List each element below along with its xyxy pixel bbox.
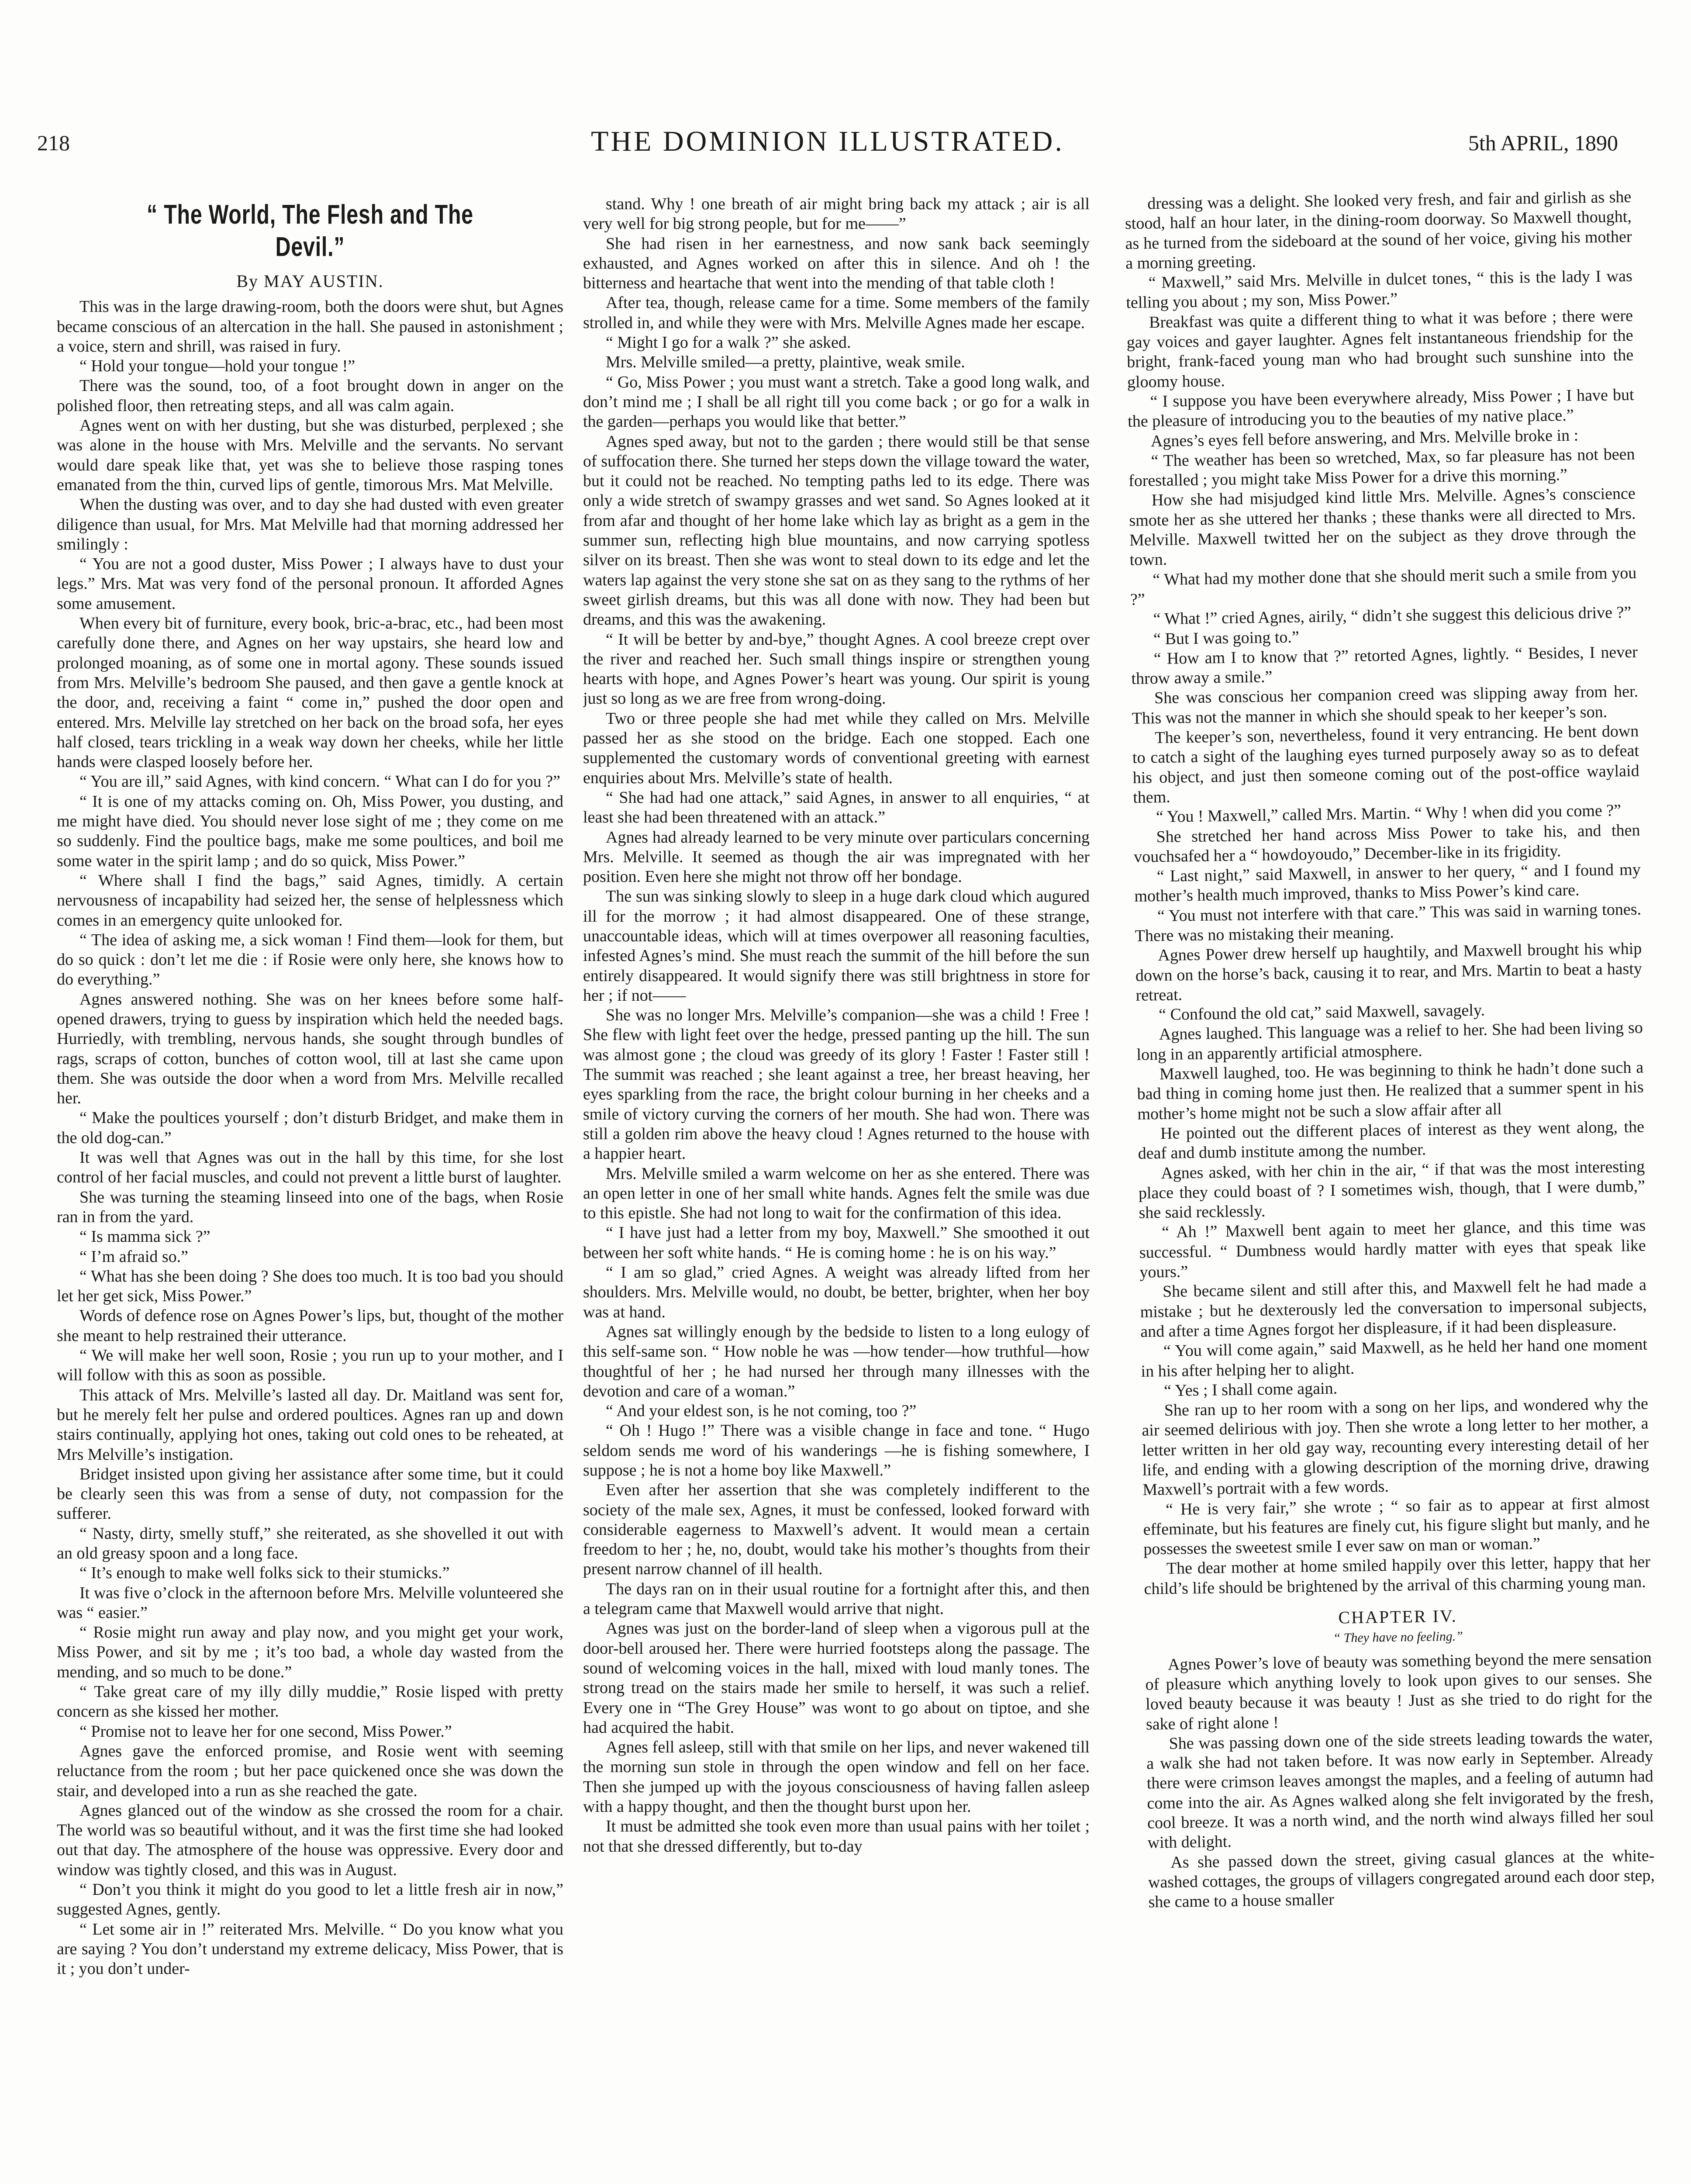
paragraph: Agnes Power’s love of beauty was something beyond the mere sensation of pleasure which anything lovely to look upon gives to our senses. She loved beauty because it was beauty ! Just as she tried to do right for the sake of right alone !	[1145, 1648, 1653, 1734]
paragraph: Maxwell laughed, too. He was beginning to think he hadn’t done such a bad thing in coming home just then. He realized that a summer spent in his mother’s home might not be such a slow affair after all	[1137, 1058, 1644, 1123]
paragraph: She ran up to her room with a song on her lips, and wondered why the air seemed delirious with joy. Then she wrote a long letter to her mother, a letter written in her old gay way, recounting every interesting detail of her life, and ending with a glowing description of the morning drive, drawing Maxwell’s portrait with a few words.	[1142, 1394, 1649, 1500]
paragraph: stand. Why ! one breath of air might bring back my attack ; air is all very well for big strong people, but for me——”	[583, 195, 1090, 233]
paragraph: Agnes had already learned to be very minute over particulars concerning Mrs. Melville. It seemed as though the air was impregnated with her position. Even here she might not throw off her bondage.	[583, 828, 1090, 886]
paragraph: She had risen in her earnestness, and now sank back seemingly exhausted, and Agnes worked on after this in silence. And oh ! the bitterness and heartache that went into the mending of that table cloth !	[583, 234, 1090, 293]
page-header	[37, 113, 1618, 165]
paragraph: Words of defence rose on Agnes Power’s lips, but, thought of the mother she meant to help restrained their utterance.	[57, 1306, 563, 1345]
paragraph: Agnes laughed. This language was a relief to her. She had been living so long in an apparently artificial atmosphere.	[1136, 1019, 1643, 1064]
paragraph: The days ran on in their usual routine for a fortnight after this, and then a telegram came that Maxwell would arrive that night.	[583, 1579, 1090, 1618]
paragraph: It was well that Agnes was out in the hall by this time, for she lost control of her facial muscles, and could not prevent a little burst of laughter.	[57, 1148, 563, 1187]
paragraph: “ Rosie might run away and play now, and you might get your work, Miss Power, and sit by me ; it’s too bad, a whole day wasted from the mending, and so much to be done.”	[57, 1623, 563, 1681]
issue-date: 5th APRIL, 1890	[1468, 131, 1618, 155]
paragraph: dressing was a delight. She looked very fresh, and fair and girlish as she stood, half an hour later, in the dining-room doorway. So Maxwell thought, as he turned from the sideboard at the sound of her voice, giving his mother a morning greeting.	[1125, 187, 1632, 273]
paragraph: “ I am so glad,” cried Agnes. A weight was already lifted from her shoulders. Mrs. Melville would, no doubt, be better, brighter, when her boy was at hand.	[583, 1263, 1090, 1321]
paragraph: Agnes’s eyes fell before answering, and Mrs. Melville broke in :	[1150, 426, 1579, 450]
article-title: “ The World, The Flesh and The Devil.”	[147, 200, 473, 262]
paragraph: Agnes sat willingly enough by the bedside to listen to a long eulogy of this self-same son. “ How noble he was —how tender—how truthful—how thoughtful of her ; he had nursed her through many illnesses with the devotion and care of a woman.”	[583, 1322, 1090, 1400]
paragraph: Agnes was just on the border-land of sleep when a vigorous pull at the door-bell aroused her. There were hurried footsteps along the passage. The sound of welcoming voices in the hall, mixed with loud manly tones. The strong tread on the stairs made her smile to herself, it was such a relief. Every one in “The Grey House” was wont to go about on tiptoe, and she had acquired the habit.	[583, 1619, 1090, 1737]
paragraph: Agnes sped away, but not to the garden ; there would still be that sense of suffocation there. She turned her steps down the village toward the water, but it could not be reached. No tempting paths led to its edge. There was only a wide stretch of swampy grasses and wet sand. So Agnes looked at it from afar and thought of her home lake which lay as bright as a gem in the summer sun, reflecting high blue mountains, and now carrying spotless silver on its breast. Then she was wont to steal down to its edge and let the waters lap against the very stone she sat on as they sang to the rythms of her sweet girlish dreams, but this was all done with now. They had been but dreams, and this was the awakening.	[583, 432, 1090, 629]
paragraph: “ The idea of asking me, a sick woman ! Find them—look for them, but do so quick : don’t let me die : if Rosie were only here, she knows how to do everything.”	[57, 930, 563, 989]
column-2	[583, 194, 1090, 2184]
column-3-body	[1125, 187, 1651, 1599]
paragraph: She was turning the steaming linseed into one of the bags, when Rosie ran in from the yard.	[57, 1188, 563, 1226]
paragraph: Bridget insisted upon giving her assistance after some time, but it could be clearly seen this was from a sense of duty, not compassion for the sufferer.	[57, 1465, 563, 1523]
paragraph: “ Yes ; I shall come again.	[1163, 1379, 1338, 1400]
paragraph: “ Last night,” said Maxwell, in answer to her query, “ and I found my mother’s health much improved, thanks to Miss Power’s kind care.	[1134, 860, 1641, 906]
paragraph: “ You ! Maxwell,” called Mrs. Martin. “ Why ! when did you come ?”	[1156, 801, 1622, 826]
paragraph: When the dusting was over, and to day she had dusted with even greater diligence than usual, for Mrs. Mat Melville had that morning addressed her smilingly :	[57, 495, 563, 553]
paragraph: Mrs. Melville smiled—a pretty, plaintive, weak smile.	[606, 353, 965, 372]
paragraph: “ Confound the old cat,” said Maxwell, savagely.	[1158, 1001, 1485, 1024]
paragraph: “ It will be better by and-bye,” thought Agnes. A cool breeze crept over the river and reached her. Such small things inspire or strengthen young hearts with hope, and Agnes Power’s heart was young. Our spirit is young just so long as we are free from wrong-doing.	[583, 630, 1090, 708]
paragraph: When every bit of furniture, every book, bric-a-brac, etc., had been most carefully done there, and Agnes on her way upstairs, she heard low and prolonged moaning, as of some one in mortal agony. These sounds issued from Mrs. Melville’s bedroom She paused, and then gave a gentle knock at the door, and, receiving a faint “ come in,” pushed the door open and entered. Mrs. Melville lay stretched on her back on the broad sofa, her eyes half closed, tears trickling in a weak way down her cheeks, while her little hands were clasped loosely before her.	[57, 614, 563, 771]
paragraph: The dear mother at home smiled happily over this letter, happy that her child’s life should be brightened by the arrival of this charming young man.	[1144, 1552, 1651, 1598]
paragraph: “ Nasty, dirty, smelly stuff,” she reiterated, as she shovelled it out with an old greasy spoon and a long face.	[57, 1524, 563, 1562]
paragraph: “ Ah !” Maxwell bent again to meet her glance, and this time was successful. “ Dumbness would hardly matter with eyes that speak like yours.”	[1139, 1216, 1646, 1282]
paragraph: How she had misjudged kind little Mrs. Melville. Agnes’s conscience smote her as she uttered her thanks ; these thanks were all directed to Mrs. Melville. Maxwell twitted her on the subject as they drove through the town.	[1129, 484, 1636, 570]
paragraph: “ It’s enough to make well folks sick to their stumicks.”	[79, 1564, 450, 1583]
paragraph: “ Let some air in !” reiterated Mrs. Melville. “ Do you know what you are saying ? You don’t understand my extreme delicacy, Miss Power, that is it ; you don’t under-	[57, 1920, 563, 1978]
paragraph: “ He is very fair,” she wrote ; “ so fair as to appear at first almost effeminate, but his features are finely cut, his figure slight but manly, and he possesses the sweetest smile I ever saw on man or woman.”	[1143, 1493, 1650, 1559]
paragraph: “ What had my mother done that she should merit such a smile from you ?”	[1130, 563, 1637, 609]
paragraph: “ Don’t you think it might do you good to let a little fresh air in now,” suggested Agnes, gently.	[57, 1880, 563, 1919]
chapter-body	[1145, 1648, 1655, 1912]
paragraph: The sun was sinking slowly to sleep in a huge dark cloud which augured ill for the morrow ; it had almost disappeared. One of these strange, unaccountable ideas, which will at times overpower all reasoning faculties, infested Agnes’s mind. She must reach the summit of the hill before the sun entirely disappeared. It would signify there was still brightness in store for her ; if not——	[583, 887, 1090, 1005]
paragraph: This was in the large drawing-room, both the doors were shut, but Agnes became conscious of an altercation in the hall. She paused in astonishment ; a voice, stern and shrill, was raised in fury.	[57, 297, 563, 356]
paragraph: “ It is one of my attacks coming on. Oh, Miss Power, you dusting, and me might have died. You should never lose sight of me ; they come on me so suddenly. Find the poultice bags, make me some poultices, and boil me some water in the spirit lamp ; and do so quick, Miss Power.”	[57, 792, 563, 870]
chapter-heading: CHAPTER IV.	[1338, 1606, 1457, 1628]
paragraph: “ What !” cried Agnes, airily, “ didn’t she suggest this delicious drive ?”	[1153, 603, 1632, 629]
paragraph: She was passing down one of the side streets leading towards the water, a walk she had not taken before. It was now early in September. Already there were crimson leaves amongst the maples, and a feeling of autumn had come into the air. As Agnes walked along she felt invigorated by the fresh, cool breeze. It was a north wind, and the north wind always filled her soul with delight.	[1146, 1728, 1654, 1852]
paragraph: “ Make the poultices yourself ; don’t disturb Bridget, and make them in the old dog-can.”	[57, 1109, 563, 1147]
publication-title: THE DOMINION ILLUSTRATED.	[591, 125, 1064, 157]
paragraph: She was conscious her companion creed was slipping away from her. This was not the manner in which she should speak to her keeper’s son.	[1132, 682, 1639, 728]
paragraph: Mrs. Melville smiled a warm welcome on her as she entered. There was an open letter in one of her small white hands. Agnes felt the smile was due to this epistle. She had not long to wait for the confirmation of this idea.	[583, 1164, 1090, 1223]
paragraph: Breakfast was quite a different thing to what it was before ; there were gay voices and gayer laughter. Agnes felt instantaneous friendship for the bright, frank-faced young man who had brought such sunshine into the gloomy house.	[1126, 306, 1634, 391]
paragraph: “ You are ill,” said Agnes, with kind concern. “ What can I do for you ?”	[79, 772, 560, 791]
paragraph: “ How am I to know that ?” retorted Agnes, lightly. “ Besides, I never throw away a smile.”	[1131, 643, 1638, 688]
paragraph: “ Take great care of my illy dilly muddie,” Rosie lisped with pretty concern as she kissed her mother.	[57, 1683, 563, 1721]
paragraph: “ I suppose you have been everywhere already, Miss Power ; I have but the pleasure of introducing you to the beauties of my native place.”	[1127, 385, 1634, 431]
column-1-body	[57, 297, 563, 1979]
page-number: 218	[37, 131, 70, 155]
paragraph: Agnes answered nothing. She was on her knees before some half-opened drawers, trying to guess by inspiration which held the needed bags. Hurriedly, with trembling, nervous hands, she sought through bundles of rags, scraps of cotton, bunches of cotton wool, till at last she came upon them. She was outside the door when a word from Mrs. Melville recalled her.	[57, 990, 563, 1108]
article-byline: By MAY AUSTIN.	[236, 271, 384, 291]
column-2-body	[583, 194, 1090, 1856]
paragraph: She stretched her hand across Miss Power to take his, and then vouchsafed her a “ howdoyoudo,” December-like in its frigidity.	[1133, 821, 1640, 866]
paragraph: “ You must not interfere with that care.” This was said in warning tones. There was no mistaking their meaning.	[1135, 900, 1642, 945]
paragraph: Agnes went on with her dusting, but she was disturbed, perplexed ; she was alone in the house with Mrs. Melville and the servants. No servant would dare speak like that, yet was she to believe those rasping tones emanated from the thin, curved lips of gentle, timorous Mrs. Mat Melville.	[57, 416, 563, 494]
paragraph: Agnes Power drew herself up haughtily, and Maxwell brought his whip down on the horse’s back, causing it to rear, and Mrs. Martin to beat a hasty retreat.	[1135, 939, 1643, 1005]
paragraph: “ I have just had a letter from my boy, Maxwell.” She smoothed it out between her soft white hands. “ He is coming home : he is on his way.”	[583, 1223, 1090, 1262]
paragraph: “ What has she been doing ? She does too much. It is too bad you should let her get sick, Miss Power.”	[57, 1267, 563, 1306]
paragraph: “ Maxwell,” said Mrs. Melville in dulcet tones, “ this is the lady I was telling you about ; my son, Miss Power.”	[1126, 266, 1633, 312]
paragraph: Agnes asked, with her chin in the air, “ if that was the most interesting place they could boast of ? I sometimes wish, though, that I were dumb,” she said recklessly.	[1138, 1157, 1646, 1222]
paragraph: Two or three people she had met while they called on Mrs. Melville passed her as she stood on the bridge. Each one stopped. Each one supplemented the customary words of conventional greeting with earnest enquiries about Mrs. Melville’s state of health.	[583, 709, 1090, 787]
paragraph: The keeper’s son, nevertheless, found it very entrancing. He bent down to catch a sight of the laughing eyes turned purposely away so as to defeat his object, and just then someone coming out of the post-office waylaid them.	[1132, 722, 1639, 807]
paragraph: “ You are not a good duster, Miss Power ; I always have to dust your legs.” Mrs. Mat was very fond of the personal pronoun. It afforded Agnes some amusement.	[57, 555, 563, 613]
paragraph: “ But I was going to.”	[1153, 628, 1299, 648]
paragraph: “ And your eldest son, is he not coming, too ?”	[606, 1402, 917, 1420]
paragraph: “ I’m afraid so.”	[79, 1247, 188, 1266]
paragraph: “ Where shall I find the bags,” said Agnes, timidly. A certain nervousness of incapability had seized her, the sense of helplessness which comes in an emergency quite unlooked for.	[57, 871, 563, 930]
paragraph: “ You will come again,” said Maxwell, as he held her hand one moment in his after helping her to alight.	[1141, 1335, 1648, 1381]
chapter-epigraph: “ They have no feeling.”	[1333, 1629, 1463, 1646]
paragraph: Agnes fell asleep, still with that smile on her lips, and never wakened till the morning sun stole in through the open window and fell on her face. Then she jumped up with the joyous consciousness of having fallen asleep with a happy thought, and then the thought burst upon her.	[583, 1738, 1090, 1816]
paragraph: “ Might I go for a walk ?” she asked.	[606, 333, 851, 352]
paragraph: As she passed down the street, giving casual glances at the white-washed cottages, the groups of villagers congregated around each door step, she came to a house smaller	[1148, 1846, 1655, 1911]
paragraph: “ Promise not to leave her for one second, Miss Power.”	[79, 1722, 452, 1741]
paragraph: She became silent and still after this, and Maxwell felt he had made a mistake ; but he dexterously led the conversation to impersonal subjects, and after a time Agnes forgot her displeasure, if it had been displeasure.	[1140, 1275, 1647, 1341]
paragraph: Agnes gave the enforced promise, and Rosie went with seeming reluctance from the room ; but her pace quickened once she was down the stair, and developed into a run as she reached the gate.	[57, 1742, 563, 1800]
paragraph: “ Hold your tongue—hold your tongue !”	[79, 357, 355, 376]
paragraph: It was five o’clock in the afternoon before Mrs. Melville volunteered she was “ easier.”	[57, 1583, 563, 1622]
paragraph: Agnes glanced out of the window as she crossed the room for a chair. The world was so beautiful without, and it was the first time she had looked out that day. The atmosphere of the house was oppressive. Every door and window was tightly closed, and this was in August.	[57, 1801, 563, 1879]
paragraph: Even after her assertion that she was completely indifferent to the society of the male sex, Agnes, it must be confessed, looked forward with considerable eagerness to Maxwell’s advent. It would mean a certain freedom to her ; he, no, doubt, would take his mother’s thoughts from their present narrow channel of ill health.	[583, 1481, 1090, 1579]
paragraph: He pointed out the different places of interest as they went along, the deaf and dumb institute among the number.	[1138, 1117, 1645, 1163]
paragraph: “ She had had one attack,” said Agnes, in answer to all enquiries, “ at least she had been threatened with an attack.”	[583, 788, 1090, 827]
paragraph: After tea, though, release came for a time. Some members of the family strolled in, and while they were with Mrs. Melville Agnes made her escape.	[583, 294, 1090, 332]
column-1	[57, 194, 563, 2184]
paragraph: “ Oh ! Hugo !” There was a visible change in face and tone. “ Hugo seldom sends me word of his wanderings —he is fishing somewhere, I suppose ; he is not a home boy like Maxwell.”	[583, 1421, 1090, 1479]
paragraph: There was the sound, too, of a foot brought down in anger on the polished floor, then retreating steps, and all was calm again.	[57, 377, 563, 415]
column-3	[1125, 187, 1661, 2184]
paragraph: “ The weather has been so wretched, Max, so far pleasure has not been forestalled ; you might take Miss Power for a drive this morning.”	[1128, 445, 1635, 491]
paragraph: This attack of Mrs. Melville’s lasted all day. Dr. Maitland was sent for, but he merely felt her pulse and ordered poultices. Agnes ran up and down stairs continually, applying hot ones, taking out cold ones to be reheated, at Mrs Melville’s instigation.	[57, 1386, 563, 1464]
paragraph: “ We will make her well soon, Rosie ; you run up to your mother, and I will follow with this as soon as possible.	[57, 1346, 563, 1385]
paragraph: She was no longer Mrs. Melville’s companion—she was a child ! Free ! She flew with light feet over the hedge, pressed panting up the hill. The sun was almost gone ; the cloud was greedy of its glory ! Faster ! Faster still ! The summit was reached ; she leant against a tree, her breast heaving, her eyes sparkling from the race, the bright colour burning in her cheeks and a smile of victory curving the corners of her mouth. She had won. There was still a golden rim above the heavy cloud ! Agnes returned to the house with a happier heart.	[583, 1006, 1090, 1163]
paragraph: “ Is mamma sick ?”	[79, 1227, 211, 1246]
paragraph: It must be admitted she took even more than usual pains with her toilet ; not that she dressed differently, but to-day	[583, 1817, 1090, 1856]
paragraph: “ Go, Miss Power ; you must want a stretch. Take a good long walk, and don’t mind me ; I shall be all right till you come back ; or go for a walk in the garden—perhaps you would like that better.”	[583, 373, 1090, 431]
